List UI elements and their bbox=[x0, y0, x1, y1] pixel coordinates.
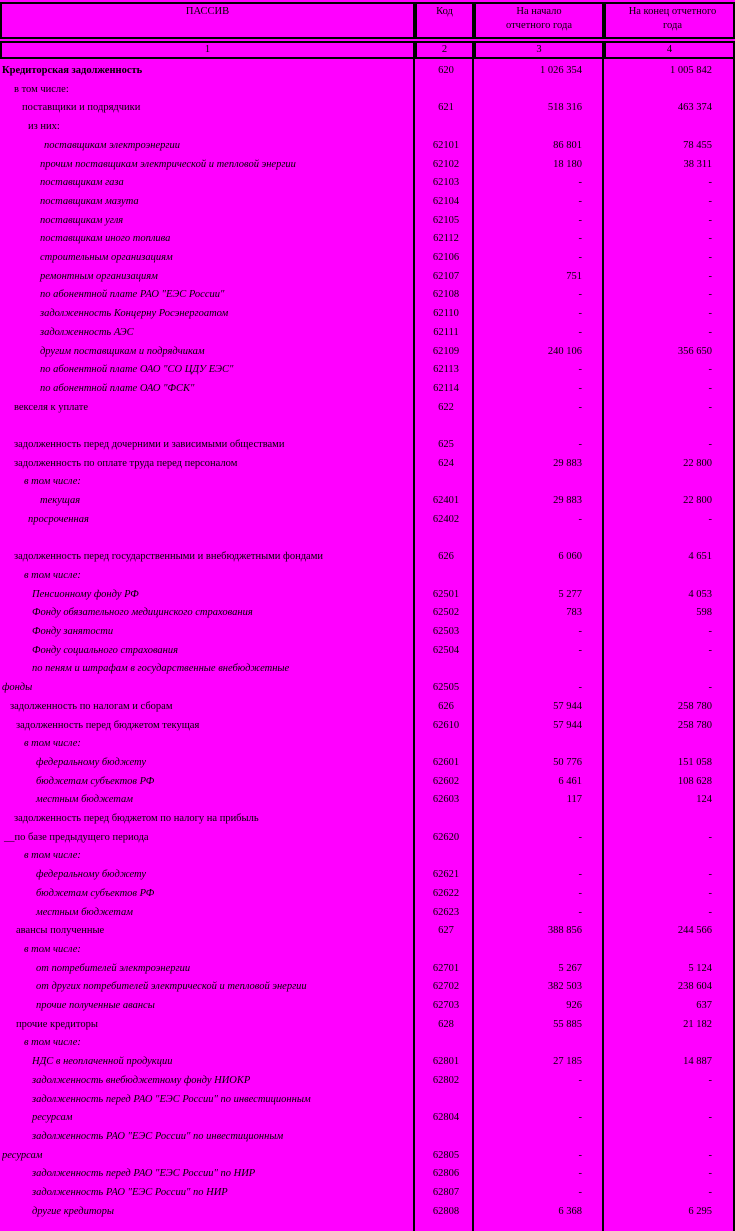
row-value-start: 240 106 bbox=[547, 345, 582, 357]
table-row bbox=[0, 343, 735, 362]
table-row bbox=[0, 492, 735, 511]
row-name: прочие кредиторы bbox=[16, 1018, 98, 1030]
row-value-end: 4 053 bbox=[688, 588, 712, 600]
table-row bbox=[0, 81, 735, 100]
row-name: авансы полученные bbox=[16, 925, 105, 937]
column-number-3: 3 bbox=[474, 41, 604, 59]
row-value-end: 108 628 bbox=[677, 775, 712, 787]
row-value-start: 751 bbox=[566, 270, 582, 282]
row-value-end: 258 780 bbox=[677, 700, 712, 712]
row-name: местным бюджетам bbox=[36, 794, 133, 806]
row-value-start: - bbox=[578, 887, 582, 899]
row-code: 62802 bbox=[432, 1074, 460, 1086]
table-row bbox=[0, 305, 735, 324]
row-value-end: - bbox=[708, 401, 712, 413]
row-code: 62110 bbox=[433, 308, 459, 320]
table-row bbox=[0, 1053, 735, 1072]
row-name: по абонентной плате РАО "ЕЭС России" bbox=[40, 289, 225, 301]
row-value-end: 124 bbox=[696, 794, 712, 806]
table-row bbox=[0, 212, 735, 231]
row-value-end: - bbox=[708, 682, 712, 694]
row-code: 62501 bbox=[432, 588, 460, 600]
row-name: в том числе: bbox=[24, 850, 81, 862]
table-row bbox=[0, 174, 735, 193]
table-row bbox=[0, 1184, 735, 1203]
table-row bbox=[0, 1034, 735, 1053]
table-row bbox=[0, 717, 735, 736]
row-name: задолженность АЭС bbox=[40, 326, 134, 338]
row-value-start: - bbox=[578, 214, 582, 226]
row-value-end: - bbox=[708, 270, 712, 282]
row-value-start: 57 944 bbox=[553, 719, 582, 731]
row-code: 622 bbox=[438, 401, 454, 413]
header-start-of-year: На начало отчетного года bbox=[474, 2, 604, 39]
table-row bbox=[0, 829, 735, 848]
row-name: задолженность внебюджетному фонду НИОКР bbox=[32, 1074, 251, 1086]
row-code: 62114 bbox=[433, 382, 459, 394]
row-value-start: - bbox=[578, 439, 582, 450]
row-name: прочие полученные авансы bbox=[36, 1000, 155, 1011]
table-row bbox=[0, 436, 735, 455]
row-name: федеральному бюджету bbox=[36, 756, 146, 768]
row-name: бюджетам субъектов РФ bbox=[36, 887, 155, 899]
header-end-of-year: На конец отчетного года bbox=[604, 2, 735, 39]
row-name: ресурсам bbox=[32, 1112, 73, 1124]
row-code: 62806 bbox=[432, 1168, 460, 1180]
row-name: Пенсионному фонду РФ bbox=[32, 588, 139, 600]
row-code: 62805 bbox=[432, 1149, 460, 1161]
row-value-end: - bbox=[708, 439, 712, 450]
row-value-end: - bbox=[708, 1187, 712, 1198]
column-number-1: 1 bbox=[0, 41, 415, 59]
row-code: 62113 bbox=[433, 364, 459, 376]
row-code: 62505 bbox=[432, 682, 460, 694]
row-name: поставщикам мазута bbox=[40, 195, 139, 207]
row-name: бюджетам субъектов РФ bbox=[36, 775, 155, 787]
row-value-end: 14 887 bbox=[683, 1056, 712, 1068]
row-value-start: - bbox=[578, 177, 582, 189]
row-name: в том числе: bbox=[24, 1037, 81, 1049]
table-row bbox=[0, 455, 735, 474]
table-row bbox=[0, 866, 735, 885]
row-code: 62111 bbox=[433, 326, 459, 338]
row-code: 62102 bbox=[432, 158, 460, 170]
table-row bbox=[0, 530, 735, 549]
row-code: 62104 bbox=[432, 195, 460, 207]
row-code: 62701 bbox=[432, 962, 460, 974]
row-value-start: - bbox=[578, 1074, 582, 1086]
table-row bbox=[0, 324, 735, 343]
row-value-end: - bbox=[708, 326, 712, 338]
row-name: ресурсам bbox=[2, 1149, 43, 1161]
row-code: 62804 bbox=[432, 1112, 460, 1124]
row-code: 62107 bbox=[432, 270, 460, 282]
row-value-end: - bbox=[708, 214, 712, 226]
row-value-start: - bbox=[578, 382, 582, 394]
table-row bbox=[0, 960, 735, 979]
row-name: поставщикам угля bbox=[40, 214, 124, 226]
table-row bbox=[0, 978, 735, 997]
row-name: задолженность перед бюджетом текущая bbox=[16, 719, 200, 731]
row-value-end: 78 455 bbox=[683, 139, 712, 151]
row-value-start: 783 bbox=[566, 607, 582, 619]
table-row bbox=[0, 249, 735, 268]
row-value-end: 22 800 bbox=[683, 457, 712, 469]
row-value-end: 6 295 bbox=[688, 1205, 712, 1217]
row-code: 62620 bbox=[432, 831, 460, 843]
row-code: 62807 bbox=[432, 1187, 460, 1198]
table-row bbox=[0, 137, 735, 156]
row-code: 62401 bbox=[432, 495, 460, 507]
table-row bbox=[0, 791, 735, 810]
row-value-end: 1 005 842 bbox=[670, 65, 712, 76]
table-row bbox=[0, 922, 735, 941]
table-row bbox=[0, 399, 735, 418]
row-code: 627 bbox=[438, 925, 454, 937]
row-value-end: 151 058 bbox=[677, 756, 712, 768]
row-value-start: - bbox=[578, 1187, 582, 1198]
row-name: от потребителей электроэнергии bbox=[36, 962, 191, 974]
table-row bbox=[0, 847, 735, 866]
row-name: __по базе предыдущего периода bbox=[4, 831, 149, 843]
row-value-end: 258 780 bbox=[677, 719, 712, 731]
row-value-end: 463 374 bbox=[677, 102, 712, 114]
row-name: просроченная bbox=[28, 513, 89, 525]
row-name: от других потребителей электрической и тепловой энергии bbox=[36, 981, 307, 993]
row-name: ремонтным организациям bbox=[40, 270, 158, 282]
row-value-end: 5 124 bbox=[688, 962, 712, 974]
row-name: в том числе: bbox=[24, 738, 81, 750]
row-value-start: - bbox=[578, 195, 582, 207]
row-value-start: 6 461 bbox=[558, 775, 582, 787]
row-value-start: 18 180 bbox=[553, 158, 582, 170]
row-value-start: - bbox=[578, 326, 582, 338]
row-value-start: - bbox=[578, 682, 582, 694]
table-row bbox=[0, 810, 735, 829]
row-name: по абонентной плате ОАО "СО ЦДУ ЕЭС" bbox=[40, 364, 234, 376]
row-value-start: - bbox=[578, 869, 582, 881]
table-row bbox=[0, 941, 735, 960]
table-row bbox=[0, 735, 735, 754]
row-name: в том числе: bbox=[24, 569, 81, 581]
row-code: 624 bbox=[438, 457, 454, 469]
row-name: другие кредиторы bbox=[32, 1205, 115, 1217]
row-code: 628 bbox=[438, 1018, 454, 1030]
row-name: задолженность РАО "ЕЭС России" по НИР bbox=[32, 1187, 228, 1198]
table-row bbox=[0, 679, 735, 698]
row-value-start: - bbox=[578, 1112, 582, 1124]
row-value-start: 50 776 bbox=[553, 756, 582, 768]
row-code: 62108 bbox=[432, 289, 460, 301]
row-name: поставщикам газа bbox=[40, 177, 124, 189]
row-name: задолженность перед РАО "ЕЭС России" по НИР bbox=[32, 1168, 256, 1180]
row-value-end: 356 650 bbox=[677, 345, 712, 357]
table-row bbox=[0, 548, 735, 567]
table-row bbox=[0, 1165, 735, 1184]
row-code: 621 bbox=[438, 102, 454, 114]
row-code: 62808 bbox=[432, 1205, 460, 1217]
table-row bbox=[0, 642, 735, 661]
table-row bbox=[0, 1016, 735, 1035]
header-liabilities: ПАССИВ bbox=[0, 2, 415, 39]
row-name: в том числе: bbox=[24, 943, 81, 955]
row-name: Кредиторская задолженность bbox=[2, 65, 143, 76]
row-value-end: - bbox=[708, 906, 712, 918]
row-name: задолженность РАО "ЕЭС России" по инвестиционным bbox=[32, 1130, 284, 1142]
row-value-start: - bbox=[578, 401, 582, 413]
table-row bbox=[0, 193, 735, 212]
row-value-end: - bbox=[708, 233, 712, 245]
row-value-start: 5 277 bbox=[558, 588, 582, 600]
row-code: 62801 bbox=[432, 1056, 460, 1068]
row-value-start: 86 801 bbox=[553, 139, 582, 151]
table-row bbox=[0, 1072, 735, 1091]
row-name: по пеням и штрафам в государственные внебюджетные bbox=[32, 663, 290, 675]
row-value-end: - bbox=[708, 195, 712, 207]
table-row bbox=[0, 1128, 735, 1147]
row-code: 62703 bbox=[432, 1000, 460, 1011]
row-value-end: 244 566 bbox=[677, 925, 712, 937]
table-row bbox=[0, 286, 735, 305]
row-value-start: - bbox=[578, 233, 582, 245]
table-row bbox=[0, 156, 735, 175]
row-name: задолженность Концерну Росэнергоатом bbox=[40, 308, 229, 320]
row-name: векселя к уплате bbox=[14, 401, 89, 413]
row-value-start: - bbox=[578, 906, 582, 918]
row-name: Фонду занятости bbox=[32, 626, 114, 637]
row-value-end: - bbox=[708, 308, 712, 320]
row-value-start: 27 185 bbox=[553, 1056, 582, 1068]
row-value-start: - bbox=[578, 831, 582, 843]
row-name: НДС в неоплаченной продукции bbox=[32, 1056, 173, 1068]
table-row bbox=[0, 1109, 735, 1128]
row-value-end: - bbox=[708, 513, 712, 525]
row-name: из них: bbox=[28, 121, 60, 133]
row-code: 62101 bbox=[432, 139, 460, 151]
row-value-end: 38 311 bbox=[683, 158, 712, 170]
row-name: поставщики и подрядчики bbox=[22, 102, 141, 114]
row-value-end: - bbox=[708, 1168, 712, 1180]
row-value-end: - bbox=[708, 869, 712, 881]
row-value-start: 518 316 bbox=[547, 102, 582, 114]
table-row bbox=[0, 268, 735, 287]
row-value-end: - bbox=[708, 364, 712, 376]
row-name: другим поставщикам и подрядчикам bbox=[40, 345, 205, 357]
table-row bbox=[0, 885, 735, 904]
row-code: 620 bbox=[438, 65, 454, 76]
row-value-start: 5 267 bbox=[558, 962, 582, 974]
row-value-end: 637 bbox=[696, 1000, 712, 1011]
table-row bbox=[0, 99, 735, 118]
row-code: 62402 bbox=[432, 513, 460, 525]
row-value-end: 4 651 bbox=[688, 551, 712, 563]
row-name: задолженность по оплате труда перед персоналом bbox=[14, 457, 238, 469]
row-name: фонды bbox=[2, 682, 33, 694]
table-row bbox=[0, 1147, 735, 1166]
row-name: текущая bbox=[40, 495, 81, 507]
row-code: 62504 bbox=[432, 644, 460, 656]
row-code: 62502 bbox=[432, 607, 460, 619]
table-row bbox=[0, 660, 735, 679]
row-name: задолженность перед государственными и внебюджетными фондами bbox=[14, 551, 323, 563]
row-name: задолженность перед бюджетом по налогу на прибыль bbox=[14, 813, 259, 824]
row-value-end: - bbox=[708, 626, 712, 637]
row-name: в том числе: bbox=[24, 476, 81, 488]
row-name: задолженность перед дочерними и зависимыми обществами bbox=[14, 439, 285, 450]
table-row bbox=[0, 754, 735, 773]
row-value-start: - bbox=[578, 513, 582, 525]
row-value-start: 117 bbox=[566, 794, 582, 806]
header-code: Код bbox=[415, 2, 474, 39]
row-code: 62105 bbox=[432, 214, 460, 226]
row-code: 62103 bbox=[432, 177, 460, 189]
table-row bbox=[0, 511, 735, 530]
table-row bbox=[0, 118, 735, 137]
row-value-end: - bbox=[708, 1149, 712, 1161]
table-row bbox=[0, 604, 735, 623]
row-value-end: - bbox=[708, 644, 712, 656]
row-name: федеральному бюджету bbox=[36, 869, 146, 881]
row-code: 626 bbox=[438, 551, 454, 563]
table-row bbox=[0, 698, 735, 717]
row-code: 62602 bbox=[432, 775, 460, 787]
row-name: в том числе: bbox=[14, 83, 69, 95]
table-row bbox=[0, 773, 735, 792]
row-code: 62621 bbox=[432, 869, 460, 881]
table-row bbox=[0, 997, 735, 1016]
row-value-end: - bbox=[708, 887, 712, 899]
row-code: 625 bbox=[438, 439, 454, 450]
row-name: задолженность по налогам и сборам bbox=[10, 700, 173, 712]
row-code: 62503 bbox=[432, 626, 460, 637]
row-name: задолженность перед РАО "ЕЭС России" по инвестиционным bbox=[32, 1093, 311, 1105]
table-row bbox=[0, 1091, 735, 1110]
row-value-start: - bbox=[578, 644, 582, 656]
table-row bbox=[0, 230, 735, 249]
table-row bbox=[0, 1203, 735, 1222]
row-value-end: - bbox=[708, 289, 712, 301]
row-value-end: - bbox=[708, 177, 712, 189]
row-name: по абонентной плате ОАО "ФСК" bbox=[40, 382, 195, 394]
row-value-start: - bbox=[578, 1168, 582, 1180]
table-row bbox=[0, 62, 735, 81]
row-value-start: 29 883 bbox=[553, 457, 582, 469]
row-value-end: 22 800 bbox=[683, 495, 712, 507]
row-value-end: 598 bbox=[696, 607, 712, 619]
row-value-start: 1 026 354 bbox=[540, 65, 582, 76]
row-code: 62622 bbox=[432, 887, 460, 899]
row-value-end: - bbox=[708, 1074, 712, 1086]
row-value-start: - bbox=[578, 1149, 582, 1161]
row-code: 62623 bbox=[432, 906, 460, 918]
row-value-start: 57 944 bbox=[553, 700, 582, 712]
row-name: Фонду обязательного медицинского страхования bbox=[32, 607, 253, 619]
row-value-start: - bbox=[578, 252, 582, 263]
row-code: 62112 bbox=[433, 233, 459, 245]
row-value-end: 238 604 bbox=[677, 981, 712, 993]
row-code: 62702 bbox=[432, 981, 460, 993]
row-code: 62603 bbox=[432, 794, 460, 806]
row-name: поставщикам электроэнергии bbox=[44, 139, 181, 151]
row-value-start: 55 885 bbox=[553, 1018, 582, 1030]
row-value-start: 6 368 bbox=[558, 1205, 582, 1217]
row-name: поставщикам иного топлива bbox=[40, 233, 171, 245]
row-name: прочим поставщикам электрической и тепловой энергии bbox=[40, 158, 296, 170]
row-code: 62106 bbox=[432, 252, 460, 263]
row-value-start: - bbox=[578, 626, 582, 637]
table-row bbox=[0, 904, 735, 923]
row-code: 62610 bbox=[432, 719, 460, 731]
table-row bbox=[0, 361, 735, 380]
table-row bbox=[0, 380, 735, 399]
table-row bbox=[0, 473, 735, 492]
table-row bbox=[0, 623, 735, 642]
row-value-start: 29 883 bbox=[553, 495, 582, 507]
row-value-end: - bbox=[708, 252, 712, 263]
row-name: местным бюджетам bbox=[36, 906, 133, 918]
row-value-start: 6 060 bbox=[558, 551, 582, 563]
table-row bbox=[0, 586, 735, 605]
row-value-end: - bbox=[708, 382, 712, 394]
row-value-start: - bbox=[578, 289, 582, 301]
column-number-4: 4 bbox=[604, 41, 735, 59]
row-value-start: 382 503 bbox=[547, 981, 582, 993]
row-value-start: 926 bbox=[566, 1000, 582, 1011]
column-number-2: 2 bbox=[415, 41, 474, 59]
row-value-end: - bbox=[708, 1112, 712, 1124]
row-code: 626 bbox=[438, 700, 454, 712]
row-value-end: - bbox=[708, 831, 712, 843]
row-value-start: - bbox=[578, 308, 582, 320]
row-value-start: 388 856 bbox=[547, 925, 582, 937]
row-code: 62109 bbox=[432, 345, 460, 357]
row-name: Фонду социального страхования bbox=[32, 644, 179, 656]
table-row bbox=[0, 567, 735, 586]
row-value-end: 21 182 bbox=[683, 1018, 712, 1030]
row-value-start: - bbox=[578, 364, 582, 376]
table-row bbox=[0, 417, 735, 436]
row-name: строительным организациям bbox=[40, 252, 173, 263]
row-code: 62601 bbox=[432, 756, 460, 768]
